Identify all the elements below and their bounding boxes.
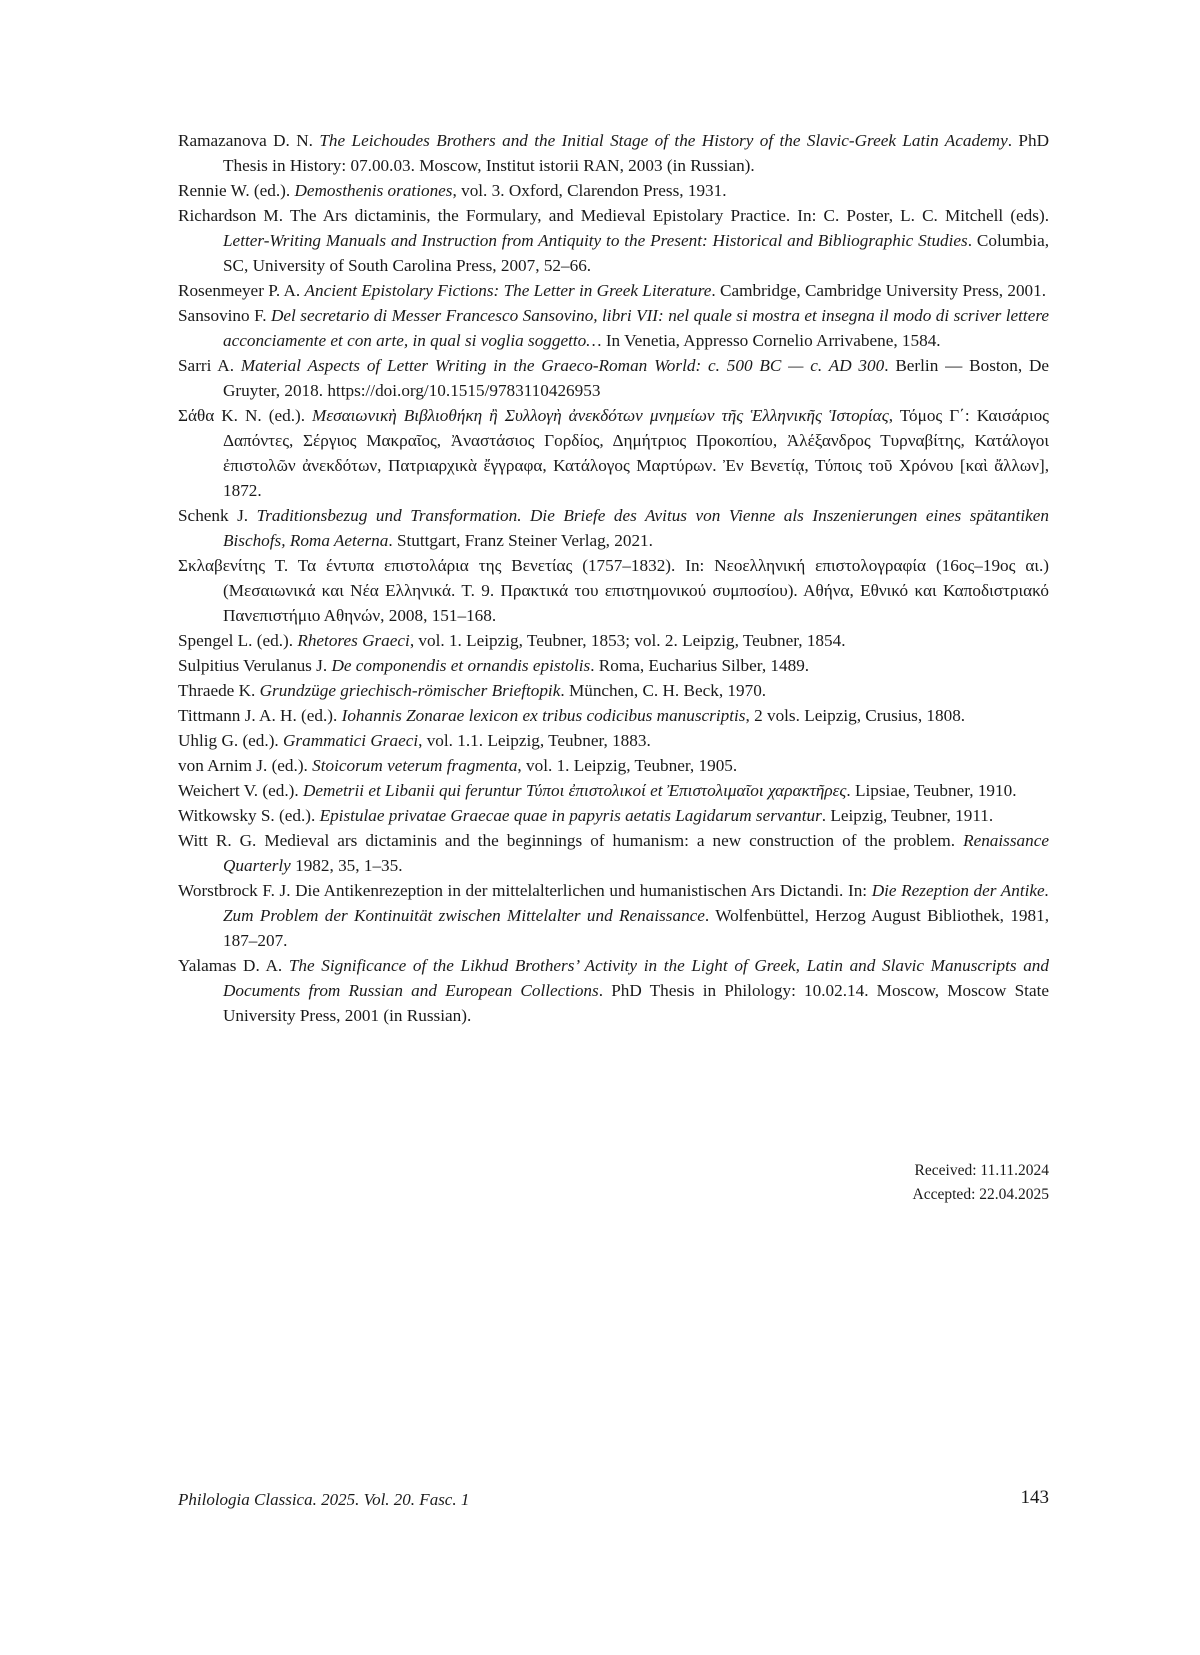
reference-entry: Sarri A. Material Aspects of Letter Writing in the Graeco-Roman World: c. 500 BC — c. AD 300. Berlin — Boston, De Gruyter, 2018. https://doi.org/10.1515/9783110426953 xyxy=(178,356,1050,400)
accepted-date: Accepted: 22.04.2025 xyxy=(912,1186,1049,1203)
reference-entry: Sulpitius Verulanus J. De componendis et ornandis epistolis. Roma, Eucharius Silber, 1489. xyxy=(178,656,810,675)
reference-entry: Spengel L. (ed.). Rhetores Graeci, vol. 1. Leipzig, Teubner, 1853; vol. 2. Leipzig, Teubner, 1854. xyxy=(178,631,846,650)
reference-entry: Weichert V. (ed.). Demetrii et Libanii qui feruntur Τύποι ἐπιστολικοί et Ἐπιστολιμαῖοι χαρακτῆρες. Lipsiae, Teubner, 1910. xyxy=(178,781,1017,800)
reference-entry: Tittmann J. A. H. (ed.). Iohannis Zonarae lexicon ex tribus codicibus manuscriptis, 2 vols. Leipzig, Crusius, 1808. xyxy=(178,706,966,725)
page-number: 143 xyxy=(1020,1487,1049,1508)
reference-entry: Worstbrock F. J. Die Antikenrezeption in der mittelalterlichen und humanistischen Ars Dictandi. In: Die Rezeption der Antike. Zum Problem der Kontinuität zwischen Mittelalter und Renaissance. Wolfenbüttel, Herzog August Bibliothek, 1981, 187–207. xyxy=(178,881,1049,950)
reference-entry: Σκλαβενίτης Τ. Τα έντυπα επιστολάρια της Βενετίας (1757–1832). In: Νεοελληνική επιστολογραφία (16ος–19ος αι.) (Μεσαιωνικά και Νέα Ελληνικά. Τ. 9. Πρακτικά του επιστημονικού συμποσίου). Αθήνα, Εθνικό και Καποδιστριακό Πανεπιστήμιο Αθηνών, 2008, 151–168. xyxy=(178,556,1049,625)
reference-entry: Richardson M. The Ars dictaminis, the Formulary, and Medieval Epistolary Practice. In: C. Poster, L. C. Mitchell (eds). Letter-Writing Manuals and Instruction from Antiquity to the Present: Historical and Bibliographic Studies. Columbia, SC, University of South Carolina Press, 2007, 52–66. xyxy=(178,206,1049,275)
reference-entry: Ramazanova D. N. The Leichoudes Brothers and the Initial Stage of the History of the Slavic-Greek Latin Academy. PhD Thesis in History: 07.00.03. Moscow, Institut istorii RAN, 2003 (in Russian). xyxy=(178,131,1049,175)
reference-entry: von Arnim J. (ed.). Stoicorum veterum fragmenta, vol. 1. Leipzig, Teubner, 1905. xyxy=(178,756,738,775)
reference-entry: Rosenmeyer P. A. Ancient Epistolary Fictions: The Letter in Greek Literature. Cambridge, Cambridge University Press, 2001. xyxy=(178,281,1047,300)
reference-entry: Yalamas D. A. The Significance of the Likhud Brothers’ Activity in the Light of Greek, Latin and Slavic Manuscripts and Documents from Russian and European Collections. PhD Thesis in Philology: 10.02.14. Moscow, Moscow State University Press, 2001 (in Russian). xyxy=(178,956,1049,1025)
submission-dates xyxy=(913,1159,1049,1207)
reference-entry: Uhlig G. (ed.). Grammatici Graeci, vol. 1.1. Leipzig, Teubner, 1883. xyxy=(178,731,651,750)
journal-footer: Philologia Classica. 2025. Vol. 20. Fasc. 1 xyxy=(178,1490,470,1509)
reference-list xyxy=(178,128,1049,1028)
reference-entry: Schenk J. Traditionsbezug und Transformation. Die Briefe des Avitus von Vienne als Inszenierungen eines spätantiken Bischofs, Roma Aeterna. Stuttgart, Franz Steiner Verlag, 2021. xyxy=(178,506,1049,550)
reference-entry: Σάθα K. N. (ed.). Μεσαιωνικὴ Βιβλιοθήκη ἢ Συλλογὴ ἀνεκδότων μνημείων τῆς Ἑλληνικῆς Ἱστορίας, Τόμος Γ΄: Καισάριος Δαπόντες, Σέργιος Μακραῖος, Ἀναστάσιος Γορδίος, Δημήτριος Προκοπίου, Ἀλέξανδρος Τυρναβίτης, Κατάλογοι ἐπιστολῶν ἀνεκδότων, Πατριαρχικὰ ἔγγραφα, Κατάλογος Μαρτύρων. Ἐν Βενετίᾳ, Τύποις τοῦ Χρόνου [καὶ ἄλλων], 1872. xyxy=(178,406,1049,500)
reference-entry: Witkowsky S. (ed.). Epistulae privatae Graecae quae in papyris aetatis Lagidarum servantur. Leipzig, Teubner, 1911. xyxy=(178,806,994,825)
reference-entry: Rennie W. (ed.). Demosthenis orationes, vol. 3. Oxford, Clarendon Press, 1931. xyxy=(178,181,727,200)
reference-entry: Witt R. G. Medieval ars dictaminis and the beginnings of humanism: a new construction of the problem. Renaissance Quarterly 1982, 35, 1–35. xyxy=(178,831,1049,875)
received-date: Received: 11.11.2024 xyxy=(914,1162,1049,1179)
reference-entry: Sansovino F. Del secretario di Messer Francesco Sansovino, libri VII: nel quale si mostra et insegna il modo di scriver lettere acconciamente et con arte, in qual si voglia soggetto… In Venetia, Appresso Cornelio Arrivabene, 1584. xyxy=(178,306,1049,350)
reference-entry: Thraede K. Grundzüge griechisch-römischer Brieftopik. München, C. H. Beck, 1970. xyxy=(178,681,767,700)
